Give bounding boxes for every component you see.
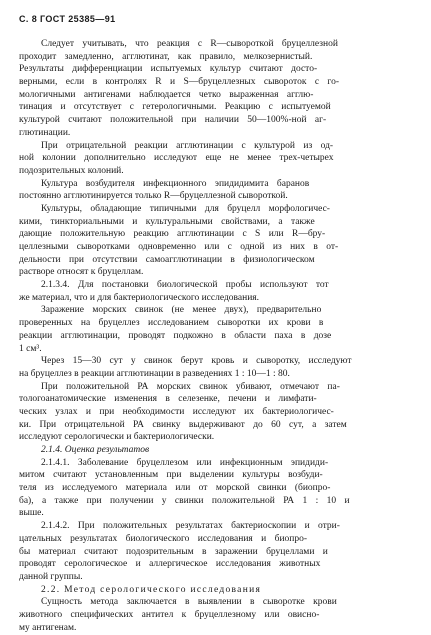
text-line: ной колонии дополнительно исследуют еще не менее трех-четырех: [19, 153, 334, 164]
text-line: глютинации.: [19, 127, 71, 138]
text-line: му антигенам.: [19, 622, 77, 633]
text-line: подозрительных колоний.: [19, 165, 124, 176]
text-line: данной группы.: [19, 571, 83, 582]
text-line: постоянно агглютинируется только R—бруцеллезной сывороткой.: [19, 191, 288, 202]
document-body: [19, 38, 410, 634]
text-line: дающие положительную реакцию агглютинации с S или R—бру-: [19, 229, 326, 240]
text-line: проверенных на бруцеллез исследованием сыворотки их крови в: [19, 318, 324, 329]
text-line: животного специфических антител к бруцеллезному или овисно-: [19, 609, 320, 620]
text-line: Через 15—30 сут у свинок берут кровь и сыворотку, исследуют: [41, 356, 352, 367]
text-line: 2.1.4.1. Заболевание бруцеллезом или инфекционным эпидиди-: [41, 457, 329, 468]
text-line: же материал, что и для бактериологического исследования.: [19, 292, 260, 303]
text-line: ческих узлах и при необходимости исследуют их бактериологичес-: [19, 406, 334, 417]
text-line: Культуры, обладающие типичными для бруцелл морфологичес-: [41, 203, 330, 214]
text-line: 2.1.4. Оценка результатов: [41, 445, 150, 455]
text-line: 2.1.4.2. При положительных результатах бактериоскопии и отри-: [41, 521, 340, 532]
text-line: на бруцеллез в реакции агглютинации в разведениях 1 : 10—1 : 80.: [19, 368, 290, 379]
text-line: митом считают установленным при выделении культуры возбуди-: [19, 470, 323, 481]
text-line: При положительной РА морских свинок убивают, отмечают па-: [41, 381, 340, 392]
text-line: реакции агглютинации, проводят подкожно в области паха в дозе: [19, 330, 332, 341]
text-line: выше.: [19, 508, 44, 519]
text-line: культурой считают положительной при наличии 50—100%-ной аг-: [19, 115, 327, 126]
text-line: Следует учитывать, что реакция с R—сывороткой бруцеллезной: [41, 39, 338, 49]
text-line: ки. При отрицательной РА свинку выдерживают до 60 сут, а затем: [19, 419, 347, 430]
text-line: 2.1.3.4. Для постановки биологической пробы используют тот: [41, 280, 329, 291]
text-line: Сущность метода заключается в выявлении в сыворотке крови: [41, 597, 337, 608]
text-line: растворе относят к бруцеллам.: [19, 267, 144, 278]
text-line: Заражение морских свинок (не менее двух), предварительно: [41, 305, 322, 316]
text-line: мологичными антигенами наблюдается четко выраженная агглю-: [19, 89, 314, 100]
text-line: кими, тинкториальными и культуральными свойствами, а также: [19, 216, 315, 227]
text-line: исследуют серологически и бактериологически.: [19, 432, 215, 443]
text-line: цательных результатах биологического исследования и биопро-: [19, 533, 308, 544]
text-line: 2.2. Метод серологического исследования: [41, 584, 262, 595]
text-line: 1 см³.: [19, 343, 42, 354]
text-line: ба), а также при получении у свинки положительной РА 1 : 10 и: [19, 495, 350, 506]
text-line: бы материал считают подозрительным в заражении бруцеллами и: [19, 546, 328, 557]
text-line: тинация и отсутствует с гетерологичными. Реакцию с испытуемой: [19, 102, 331, 113]
text-line: Результаты дифференциации испытуемых культур считают досто-: [19, 64, 318, 75]
text-line: Культура возбудителя инфекционного эпидидимита баранов: [41, 178, 310, 189]
text-line: При отрицательной реакции агглютинации с культурой из од-: [41, 140, 334, 151]
text-line: целлезными сыворотками одновременно или с одной из них в от-: [19, 242, 339, 252]
text-line: верными, если в контролях R и S—бруцеллезных сывороток с го-: [19, 77, 339, 88]
text-line: проходит замедленно, агглютинат, как правило, мелкозернистый.: [19, 51, 313, 62]
page-header: С. 8 ГОСТ 25385—91: [19, 14, 116, 24]
text-line: дельности при отсутствии самоагглютинации в физиологическом: [19, 254, 315, 265]
text-line: проводят серологическое и аллергическое исследования животных: [19, 559, 321, 570]
text-line: теля из исследуемого материала или от морской свинки (биопро-: [19, 483, 331, 494]
text-line: тологоанатомические изменения в селезенке, печени и лимфати-: [19, 394, 317, 405]
